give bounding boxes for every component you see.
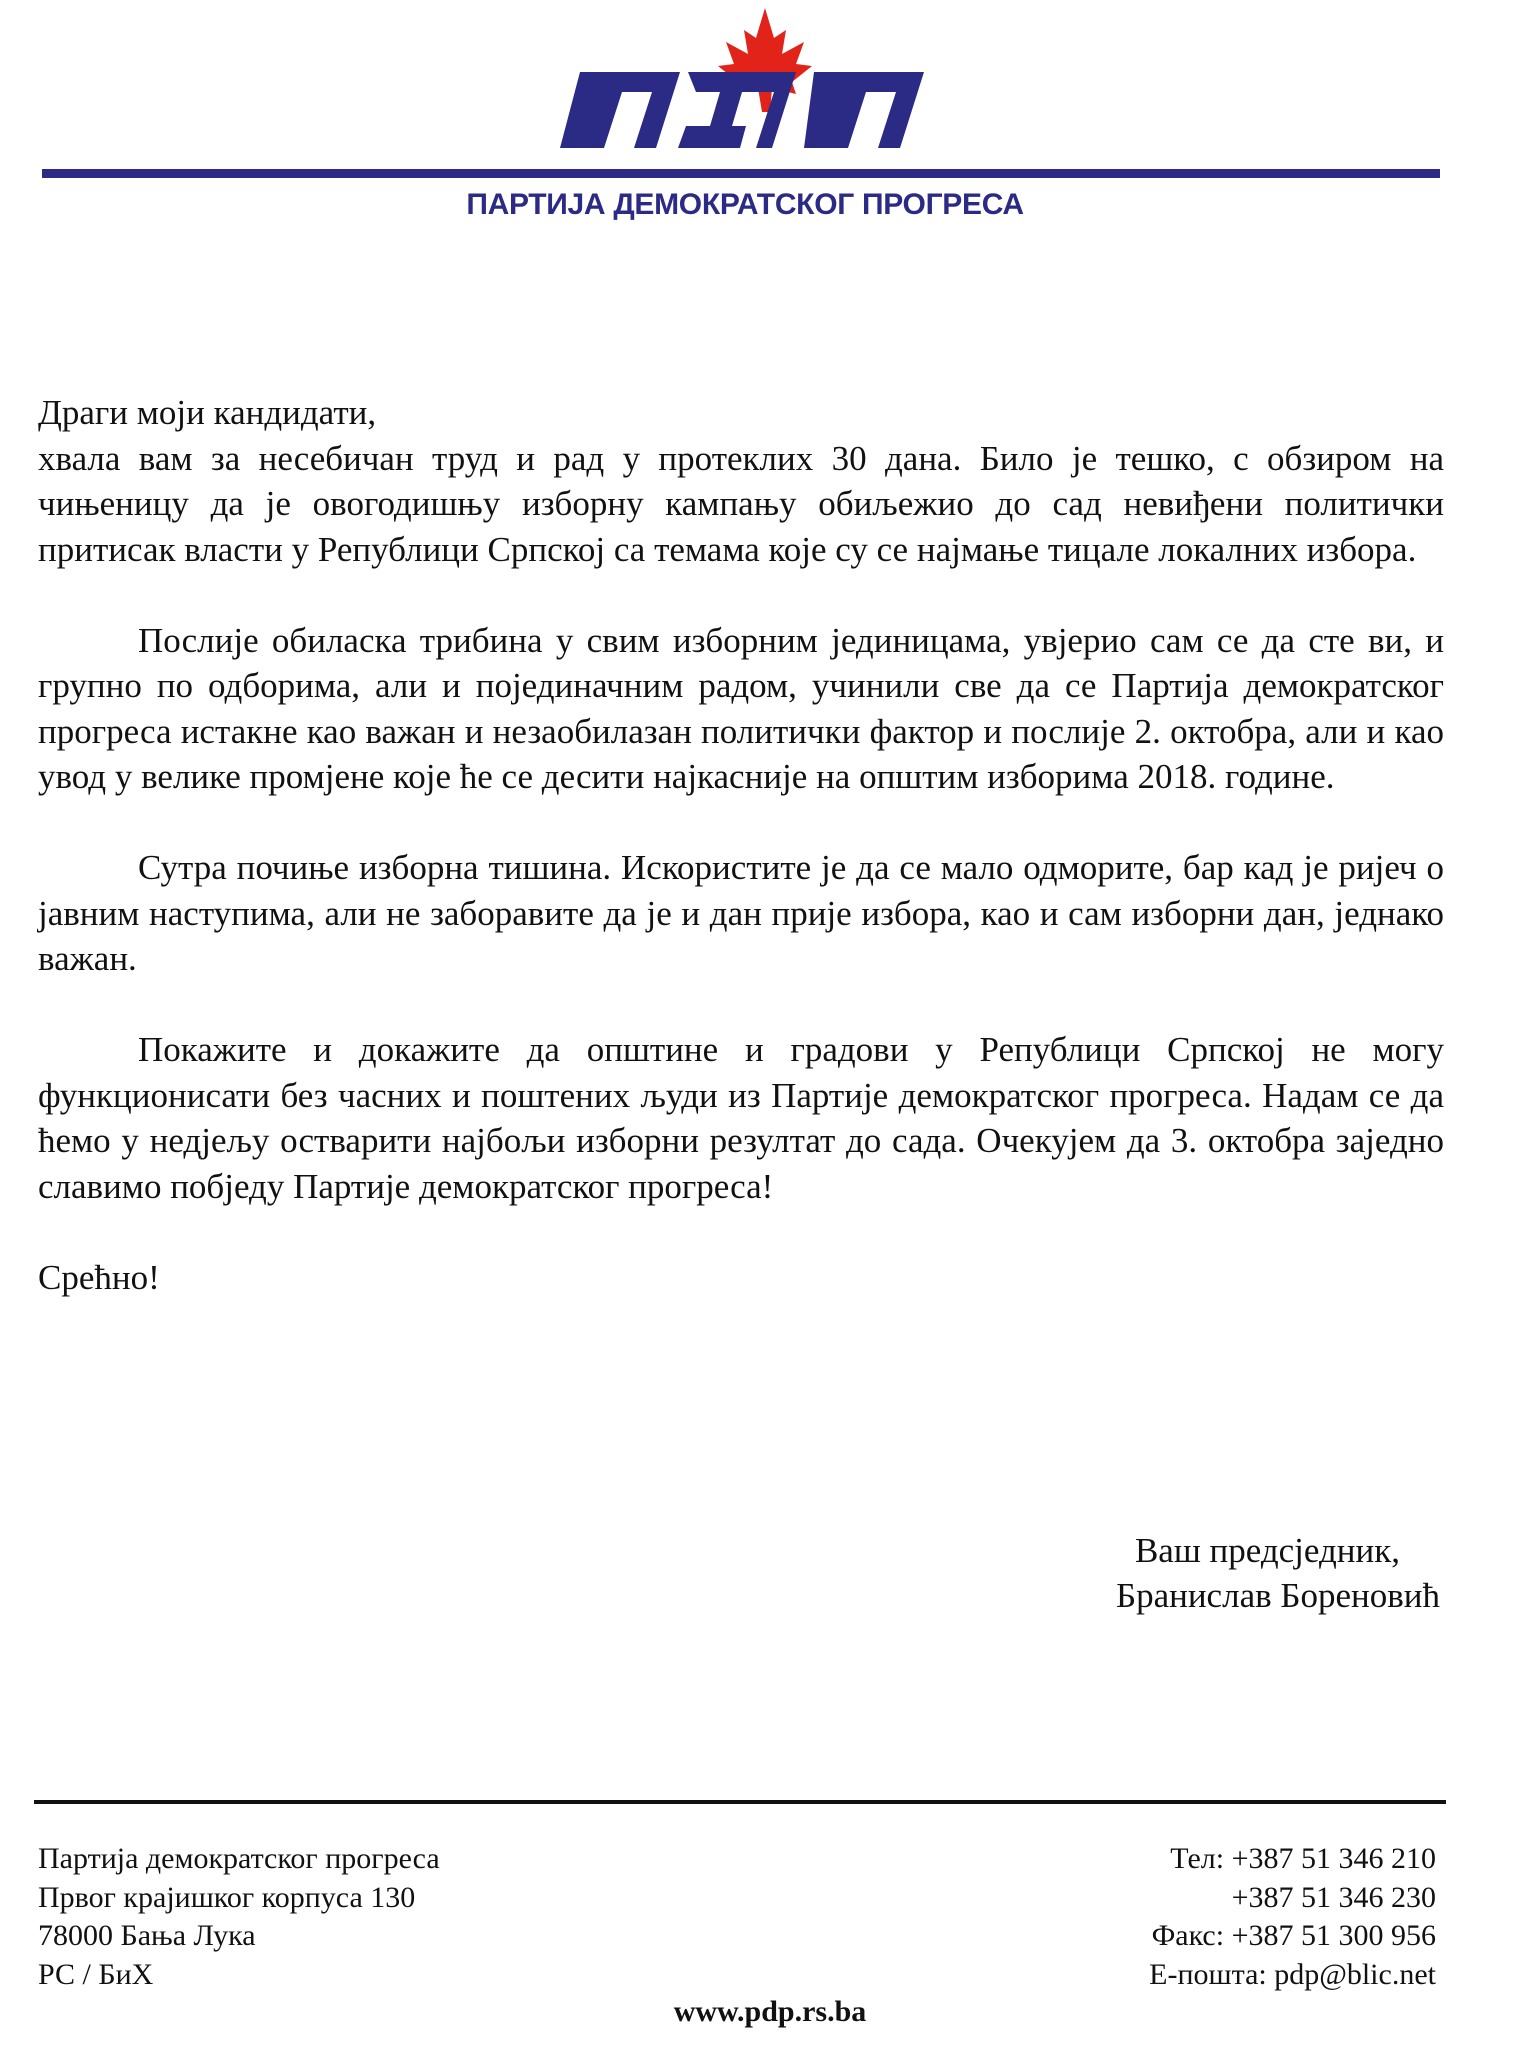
letter-paragraph-2: Послије обиласка трибина у свим изборним јединицама, увјерио сам се да сте ви, и групно по одборима, али и појединачним радом, учинили све да се Партија демократског прогреса истакне као важан и незаобилазан политички фактор и послије 2. октобра, али и као увод у велике промјене које ће се десити најкасније на општим изборима 2018. године. [38, 620, 1444, 796]
pdp-logo [560, 8, 930, 158]
address-line: РС / БиХ [38, 1957, 154, 1991]
phone-line: Тел: +387 51 346 210 [1170, 1842, 1436, 1875]
footer-address [38, 1840, 440, 1994]
letter-closing: Срећно! [38, 1257, 160, 1297]
phone-line: +387 51 346 230 [1231, 1880, 1436, 1914]
letter-body [38, 390, 1444, 1300]
pdp-letters [560, 72, 924, 148]
letter-paragraph-3: Сутра почиње изборна тишина. Искористите је да се мало одморите, бар кад је ријеч о јавним наступима, али не заборавите да је и дан прије избора, као и сам изборни дан, једнако важан. [38, 848, 1444, 978]
fax-line: Факс: +387 51 300 956 [1151, 1919, 1436, 1952]
footer-rule [34, 1800, 1446, 1804]
letter-paragraph-1: хвала вам за несебичан труд и рад у протеклих 30 дана. Било је тешко, с обзиром на чињеницу да је овогодишњу изборну кампању обиљежио до сад невиђени политички притисак власти у Републици Српској са темама које су се најмање тицале локалних избора. [38, 438, 1444, 569]
header-rule [42, 169, 1440, 178]
address-line: Партија демократског прогреса [38, 1842, 440, 1875]
letter-paragraph-4: Покажите и докажите да општине и градови у Републици Српској не могу функционисати без часних и поштених људи из Партије демократског прогреса. Надам се да ћемо у недјељу остварити најбољи изборни резултат до сада. Очекујем да 3. октобра заједно славимо побједу Партије демократског прогреса! [38, 1030, 1444, 1206]
footer-website: www.pdp.rs.ba [673, 1995, 867, 2028]
address-line: Првог крајишког корпуса 130 [38, 1880, 416, 1914]
signature-block [940, 1528, 1440, 1618]
signature-title: Ваш предсједник, [1134, 1531, 1400, 1570]
address-line: 78000 Бања Лука [38, 1919, 256, 1952]
party-name-heading: ПАРТИЈА ДЕМОКРАТСКОГ ПРОГРЕСА [466, 188, 1024, 221]
signature-name: Бранислав Бореновић [1115, 1576, 1440, 1615]
letter-greeting: Драги моји кандидати, [38, 393, 377, 432]
footer-contacts [1149, 1840, 1436, 1994]
email-line: Е-пошта: pdp@blic.net [1149, 1957, 1436, 1991]
